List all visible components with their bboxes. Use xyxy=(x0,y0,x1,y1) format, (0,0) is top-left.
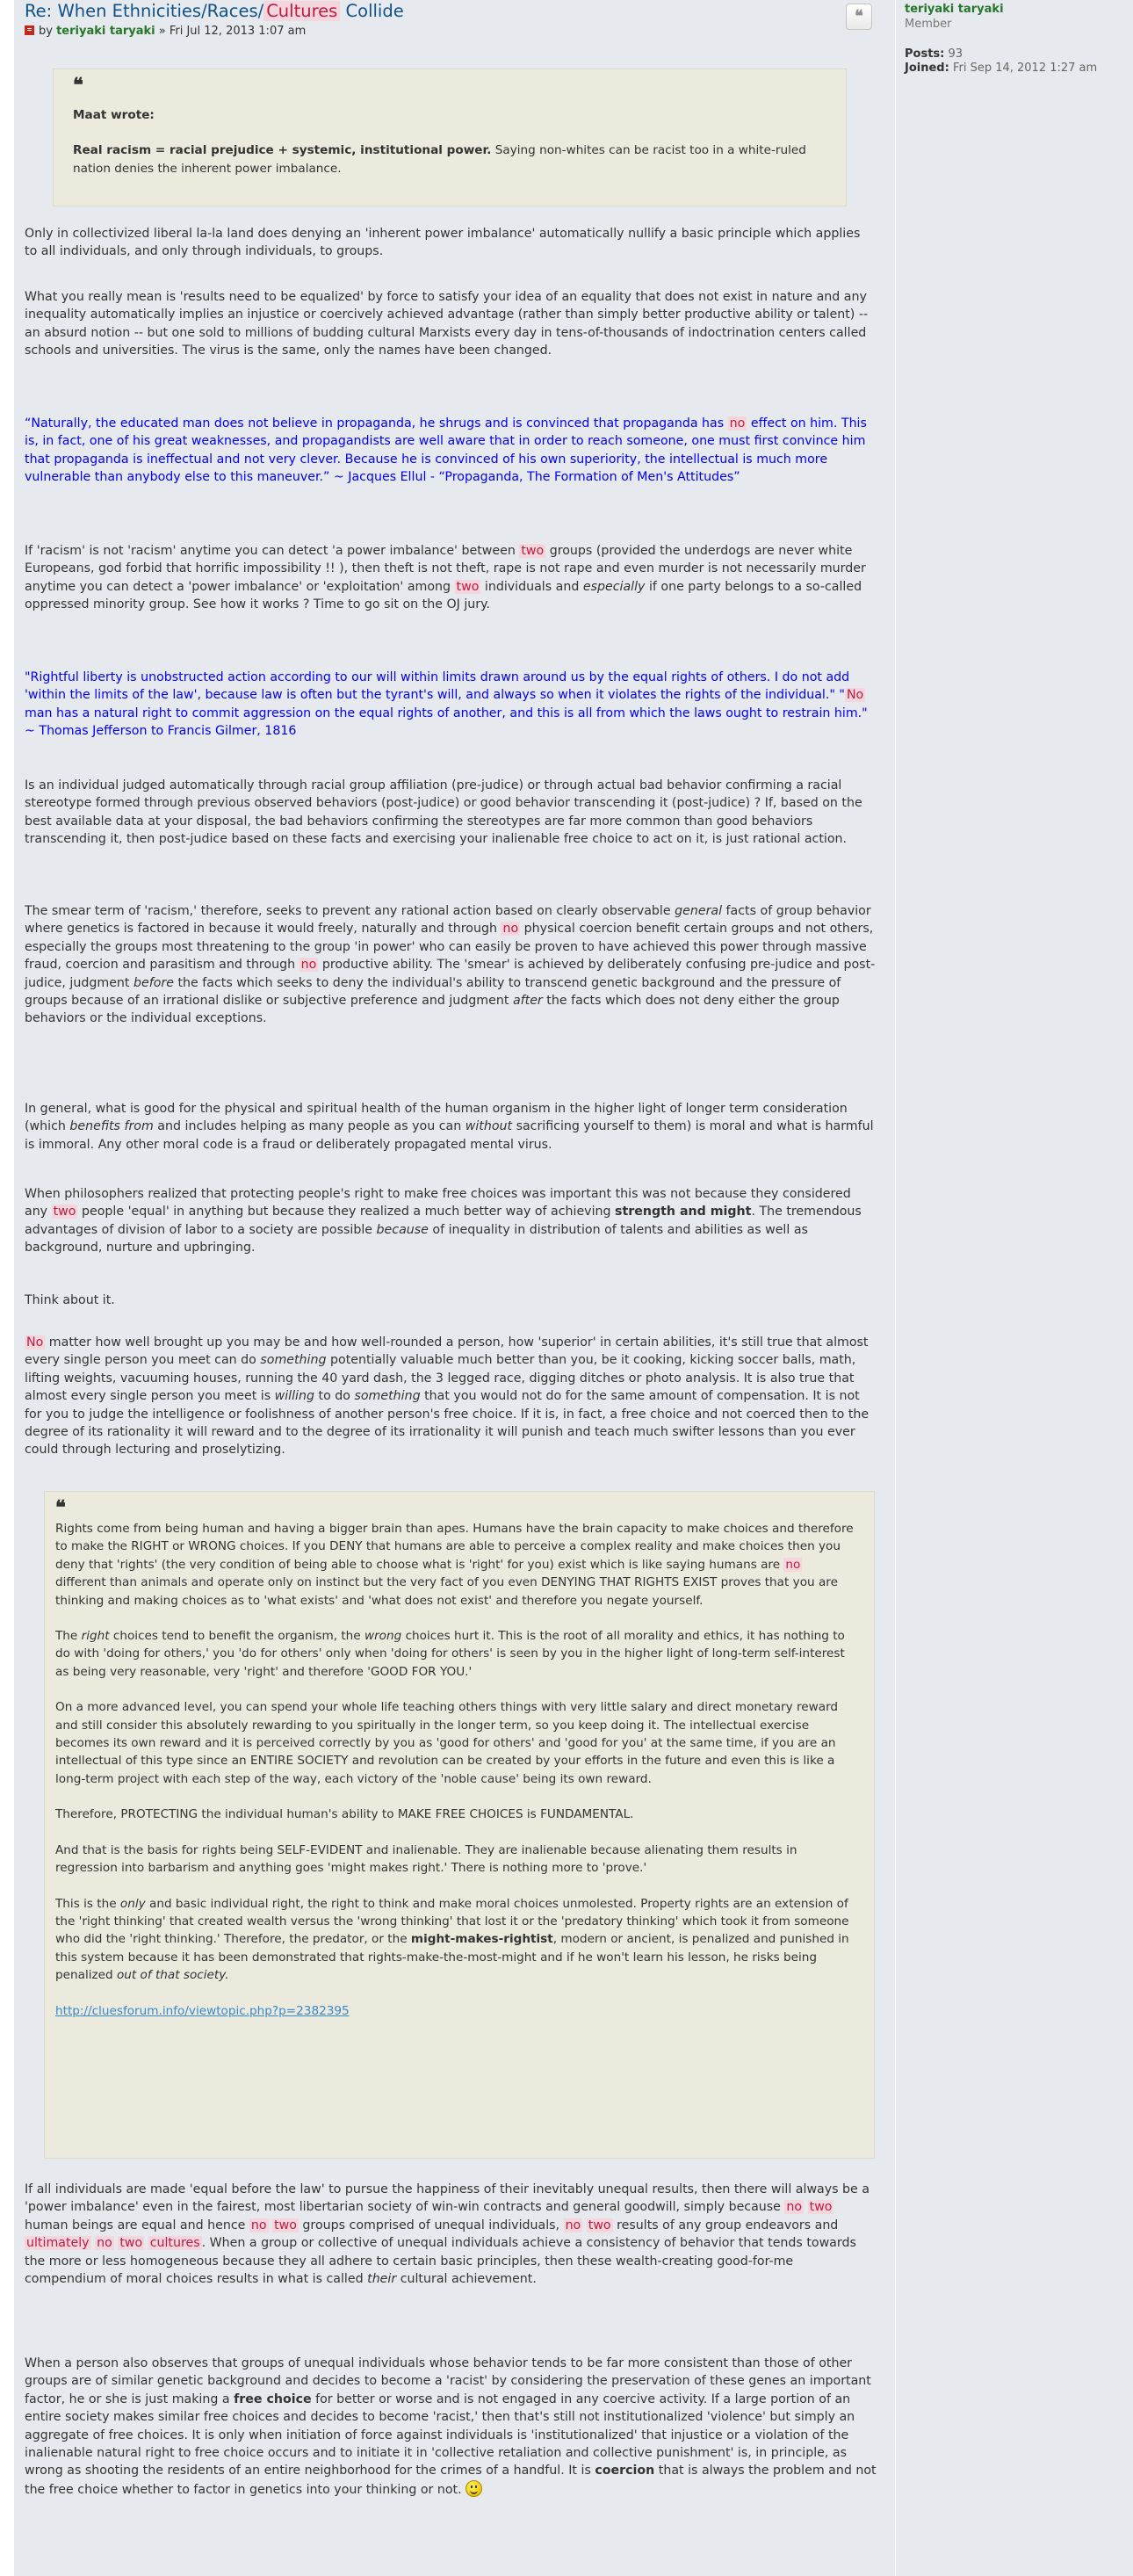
emphasis: something xyxy=(354,1389,421,1404)
text: effect on him. This is, in fact, one of his great weaknesses, and propagandists are well aware that in order to reach someone, one must first convince him that propaganda is ineffectual and not very clever. Because he is convinced of his own superiority, the intellectual is much more vulnerable than anybody else to this maneuver.” ~ Jacques Ellul - “Propaganda, The Formation of Men's Attitudes” xyxy=(25,416,867,485)
text: When a person also observes that groups of unequal individuals whose behavior tends to be far more consistent than those of other groups are of similar genetic background and decides to become a 'racist' by considering the preservation of these genes an important factor, he or she is just making a xyxy=(25,2356,871,2406)
para-6 xyxy=(25,1100,877,1154)
para-2: What you really mean is 'results need to be equalized' by force to satisfy your idea of an equality that does not exist in nature and any inequality automatically implies an injustice or coercively achieved advantage (rather than simply better productive ability or talent) -- an absurd notion -- but one sold to millions of budding cultural Marxists every day in tens-of-thousands of indoctrination centers called schools and universities. The virus is the same, only the names have been changed. xyxy=(25,290,869,358)
search-highlight: no xyxy=(250,2218,267,2232)
text: people 'equal' in anything but because they realized a much better way of achieving xyxy=(77,1205,616,1219)
text: man has a natural right to commit aggression on the equal rights of another, and this is all from which the laws ought to restrain him." ~ Thomas Jefferson to Francis Gilmer, 1816 xyxy=(25,706,868,739)
text: of inequality in distribution of talents and abilities as well as background, nurture and upbringing. xyxy=(25,1222,808,1255)
text: "Rightful liberty is unobstructed action according to our will within limits drawn around us by the equal rights of others. I do not add 'within the limits of the law', because law is often but the tyrant's will, and always so when it violates the rights of the individual." " xyxy=(25,670,850,703)
text: If all individuals are made 'equal before the law' to pursue the happiness of their inevitably unequal results, then there will always be a 'power imbalance' even in the fairest, most libertarian society of win-win contracts and general goodwill, simply because xyxy=(25,2182,870,2215)
text: “Naturally, the educated man does not believe in propaganda, he shrugs and is convinced that propaganda has xyxy=(25,416,728,431)
author-link[interactable]: teriyaki taryaki xyxy=(56,25,155,38)
search-highlight: No xyxy=(846,688,864,703)
para-7 xyxy=(25,1185,877,1257)
search-highlight: no xyxy=(300,958,317,973)
para-4: Is an individual judged automatically through racial group affiliation (pre-judice) or through actual bad behavior confirming a racial stereotype formed through previous observed behaviors (post-judice) or good behavior transcending it (post-judice) ? If, based on the best available data at your disposal, the bad behaviors confirming the stereotypes are far more common than good behaviors transcending it, then post-judice based on these facts and exercising your inalienable free choice to act on it, is just rational action. xyxy=(25,778,862,847)
profile-rank: Member xyxy=(905,18,952,31)
quote-bold: Real racism = racial prejudice + systemic, institutional power. xyxy=(73,143,492,158)
text: . The tremendous advantages of division of labor to a society are possible xyxy=(25,1205,862,1237)
para-9 xyxy=(25,1334,877,1459)
strong-text: might-makes-rightist xyxy=(410,1932,553,1947)
quote-icon: ❝ xyxy=(855,7,863,25)
search-highlight: no xyxy=(565,2218,581,2232)
emphasis: only xyxy=(119,1896,146,1911)
strong-text: free choice xyxy=(234,2391,312,2406)
emphasis: right xyxy=(81,1629,110,1644)
emphasis: their xyxy=(367,2272,397,2287)
post-date: » Fri Jul 12, 2013 1:07 am xyxy=(155,25,307,38)
joined-value: Fri Sep 14, 2012 1:27 am xyxy=(949,62,1098,75)
quote-text xyxy=(73,141,828,177)
text: the facts which seeks to deny the individual's ability to transcend genetic background and the pressure of groups because of an irrational dislike or subjective preference and judgment xyxy=(25,975,841,1009)
emphasis: especially xyxy=(582,579,646,594)
text: to do xyxy=(314,1389,355,1404)
quote-paragraph xyxy=(55,2002,855,2020)
para-3 xyxy=(25,542,877,614)
emphasis: benefits from xyxy=(69,1119,154,1134)
text: that is always the problem and not the free choice whether to factor in genetics into your thinking or not. xyxy=(25,2464,877,2497)
emphasis: out of that society. xyxy=(116,1968,229,1983)
text: The xyxy=(55,1629,82,1644)
text: for better or worse and is not engaged in any coercive activity. If a large portion of an entire society makes similar free choices and decides to become 'racist,' then that's still not institutionalized 'violence' but simply an aggregate of free choices. It is only when initiation of force against individuals is 'institutionalized' that injustice or a violation of the inalienable natural right to free choice occurs and to initiate it in 'collective retaliation and collective punishment' is, in principle, as wrong as shooting the residents of an entire neighborhood for the crimes of a handful. It is xyxy=(25,2391,855,2478)
by-label: by xyxy=(39,25,57,38)
quote-paragraph xyxy=(55,1627,855,1681)
text: if one party belongs to a so-called oppressed minority group. See how it works ? Time to go sit on the OJ jury. xyxy=(25,579,862,612)
text: choices tend to benefit the organism, the xyxy=(109,1629,364,1644)
para-1: Only in collectivized liberal la-la land does denying an 'inherent power imbalance' automatically nullify a basic principle which applies to all individuals, and only through individuals, to groups. xyxy=(25,227,861,259)
text: human beings are equal and hence xyxy=(25,2218,249,2232)
emphasis: before xyxy=(134,975,174,990)
posts-value[interactable]: 93 xyxy=(944,47,963,61)
quote-paragraph: On a more advanced level, you can spend your whole life teaching others things with very little salary and direct monetary reward and still consider this absolutely rewarding to you spiritually in the longer term, so you keep doing it. The intellectual exercise becomes its own reward and it is perceived correctly by you as 'good for others' and 'good for you' at the same time, if you are an intellectual of this type since an ENTIRE SOCIETY and revolution can be created by your efforts in the future and even this is like a long-term project with each step of the way, each victory of the 'noble cause' being its own reward. xyxy=(55,1700,839,1786)
quote-block xyxy=(53,69,847,206)
text: and includes helping as many people as you can xyxy=(153,1119,465,1134)
post-title[interactable] xyxy=(25,0,877,23)
strong-text: strength and might xyxy=(615,1205,752,1219)
quote-paragraph: Therefore, PROTECTING the individual human's ability to MAKE FREE CHOICES is FUNDAMENTAL. xyxy=(55,1807,634,1822)
para-11 xyxy=(25,2355,877,2499)
strong-text: coercion xyxy=(595,2464,655,2478)
text: Rights come from being human and having a bigger brain than apes. Humans have the brain capacity to make choices and therefore to make the RIGHT or WRONG choices. If you DENY that humans are able to perceive a complex reality and make choices then you deny that 'rights' (the very condition of being able to choose what is 'right' for you) exist which is like saying humans are xyxy=(55,1522,854,1572)
search-highlight: no xyxy=(786,2200,803,2215)
search-highlight: two xyxy=(53,1205,76,1219)
quote-block xyxy=(44,1491,875,2159)
text: If 'racism' is not 'racism' anytime you can detect 'a power imbalance' between xyxy=(25,544,520,558)
text: that you would not do for the same amount of compensation. It is not for you to judge the intelligence or foolishness of another person's free choice. If it is, in fact, a free choice and not coerced then to the degree of its rationality it will reward and to the degree of its irrationality it will punish and teach much swifter lessons than you ever could through lecturing and proselytizing. xyxy=(25,1389,870,1458)
post-author-line xyxy=(25,25,877,39)
search-highlight: two xyxy=(588,2218,611,2232)
emphasis: willing xyxy=(274,1389,314,1404)
search-highlight: two xyxy=(456,579,480,594)
emphasis: after xyxy=(512,994,543,1009)
para-8: Think about it. xyxy=(25,1293,115,1307)
text: choices hurt it. This is the root of all morality and ethics, it has nothing to do with 'doing for others,' you 'do for others' only when 'doing for others' is seen by you in the higher light of long-term self-interest as being very reasonable, very 'right' and therefore 'GOOD FOR YOU.' xyxy=(55,1629,845,1679)
search-highlight: no xyxy=(97,2236,112,2251)
profile-username[interactable]: teriyaki taryaki xyxy=(905,3,1004,16)
emphasis: without xyxy=(465,1119,513,1134)
text: . When a group or collective of unequal individuals achieve a consistency of behavior that tends towards the more or less homogeneous because they all adhere to certain basic principles, then these wealth-creating good-for-me compendium of moral choices results in what is called xyxy=(25,2236,856,2287)
search-highlight: no xyxy=(502,922,519,937)
text: cultural achievement. xyxy=(396,2272,537,2287)
text: groups comprised of unequal individuals, xyxy=(298,2218,564,2232)
quote-paragraph xyxy=(55,1520,855,1610)
text: results of any group endeavors and xyxy=(612,2218,839,2232)
quote-icon: ❝ xyxy=(73,74,83,97)
text: productive ability. The 'smear' is achieved by deliberately confusing pre-judice and post-judice, judgment xyxy=(25,958,876,990)
post-profile xyxy=(895,0,1123,2576)
search-highlight: two xyxy=(521,544,545,558)
emphasis: wrong xyxy=(364,1629,402,1644)
post-container xyxy=(14,0,1133,2576)
emphasis: general xyxy=(675,904,723,918)
text: , modern or ancient, is penalized and punished in this system because it has been demonstrated that rights-make-the-most-might and if he won't learn his lesson, he risks being penalized xyxy=(55,1932,849,1983)
search-highlight: no xyxy=(729,416,746,431)
text: In general, what is good for the physical and spiritual health of the human organism in the higher light of longer term consideration (which xyxy=(25,1102,848,1134)
post-title-suffix: Collide xyxy=(340,1,404,21)
posts-label: Posts: xyxy=(905,47,945,61)
text: and basic individual right, the right to think and make moral choices unmolested. Property rights are an extension of the 'right thinking' that created wealth versus the 'wrong thinking' that lost it or the 'predatory thinking' which took it from someone who did the 'right thinking.' Therefore, the predator, or the xyxy=(55,1896,849,1947)
text: groups (provided the underdogs are never white Europeans, god forbid that horrific impossibility !! ), then theft is not theft, rape is not rape and even murder is not necessarily murder anytime you can detect a 'power imbalance' or 'exploitation' among xyxy=(25,544,866,594)
para-5 xyxy=(25,902,877,1028)
text: sacrificing yourself to them) is moral and what is harmful is immoral. Any other moral code is a fraud or deliberately propagated mental virus. xyxy=(25,1119,874,1152)
quote-icon: ❝ xyxy=(55,1496,66,1519)
text: individuals and xyxy=(480,579,583,594)
search-highlight: two xyxy=(274,2218,297,2232)
jefferson-quote xyxy=(25,669,877,741)
quote-paragraph: And that is the basis for rights being SELF-EVIDENT and inalienable. They are inalienable because alienating them results in regression into barbarism and anything goes 'might makes right.' There is nothing more to 'prove.' xyxy=(55,1842,797,1876)
profile-joined xyxy=(905,62,1123,76)
text: matter how well brought up you may be and how well-rounded a person, how 'superior' in certain abilities, it's still true that almost every single person you meet can do xyxy=(25,1335,869,1368)
post-body xyxy=(25,0,877,2497)
search-highlight: no xyxy=(785,1557,801,1572)
profile-posts xyxy=(905,47,1123,62)
text: the facts which does not deny either the group behaviors or the individual exceptions. xyxy=(25,994,840,1026)
emphasis: something xyxy=(260,1353,327,1368)
quote-cite: Maat wrote: xyxy=(73,108,155,122)
search-highlight: No xyxy=(26,1335,44,1350)
ellul-quote xyxy=(25,415,877,487)
search-highlight: cultures xyxy=(149,2236,200,2251)
smile-emoji-icon xyxy=(465,2480,482,2497)
cluesforum-link[interactable]: http://cluesforum.info/viewtopic.php?p=2382395 xyxy=(55,2003,350,2018)
search-highlight: ultimately xyxy=(26,2236,90,2251)
text: facts of group behavior where genetics is factored in because it would freely, naturally and through xyxy=(25,904,871,937)
quote-rest: Saying non-whites can be racist too in a white-ruled nation denies the inherent power imbalance. xyxy=(73,143,806,176)
search-highlight: two xyxy=(809,2200,833,2215)
text: The smear term of 'racism,' therefore, seeks to prevent any rational action based on clearly observable xyxy=(25,904,675,918)
para-10 xyxy=(25,2181,877,2288)
post-title-prefix: Re: When Ethnicities/Races/ xyxy=(25,1,264,21)
quote-button[interactable] xyxy=(846,4,872,30)
post-icon[interactable] xyxy=(25,25,34,35)
search-highlight: Cultures xyxy=(263,1,340,21)
search-highlight: two xyxy=(119,2236,143,2251)
text: physical coercion benefit certain groups and not others, especially the groups most threatening to the group 'in power' who can easily be proven to have achieved this power through massive fraud, coercion and parasitism and through xyxy=(25,922,874,973)
emphasis: because xyxy=(376,1222,429,1237)
text: This is the xyxy=(55,1896,120,1911)
quote-paragraph xyxy=(55,1895,855,1985)
text: different than animals and operate only on instinct but the very fact of you even DENYING THAT RIGHTS EXIST proves that you are thinking and making choices as to 'what exists' and 'what does not exist' and therefore you negate yourself. xyxy=(55,1575,838,1608)
text: When philosophers realized that protecting people's right to make free choices was important this was not because they considered any xyxy=(25,1187,851,1219)
joined-label: Joined: xyxy=(905,62,949,75)
text: potentially valuable much better than you, be it cooking, kicking soccer balls, math, lifting weights, vacuuming houses, running the 40 yard dash, the 3 legged race, digging ditches or photo analysis. It is also true that almost every single person you meet is xyxy=(25,1353,856,1404)
